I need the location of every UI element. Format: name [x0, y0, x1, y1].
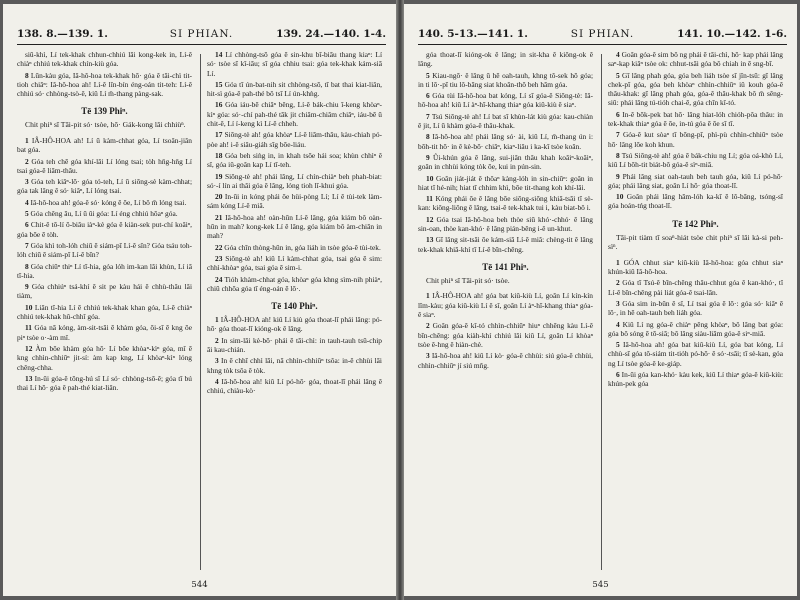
verse-text: Siōng-tè ah! phái lâng, Lí chín-chiàⁿ beh phah-biat: só·-í lín ai thâi góa ê lâng, lóng tioh lī-khui góa.: [207, 171, 382, 190]
verse-text: Iâ-hô-hoa ah! oàn-hūn Lí-ê lâng, góa kiám bô oàn-hūn in mah? kong-kek Lí ê lâng, góa kiám bô àm-chiān in mah?: [207, 212, 382, 241]
verse-text: In-ūi góa-ê tōng-hú sī Lí só· chhòng-tsō-ê; góa tī bú thai Lí hō· góa ê pah-thé kiat-liân.: [17, 373, 192, 393]
verse-text: Góa tùi Iâ-hô-hoa bat kóng, Lí sī góa-ê Siōng-tè: Iâ-hô-hoa ah! kiû Lí àⁿ-hī-khang thiaⁿ góa kiû-kiù ê siaⁿ.: [418, 91, 593, 110]
verse-paragraph: [17, 157, 192, 176]
verse-text: Góa nā kóng, àm-sit-tsāi ē khàm góa, ōi-sī ē kng ōe piⁿ tsòe o·-àm mî.: [17, 323, 192, 342]
chapter-intro-142: Tāi-pit tiàm tī soaⁿ-hiát tsòe chit phiⁿ sī lâi kà-si peh-sìⁿ.: [608, 232, 783, 252]
right-columns: [418, 50, 787, 574]
verse-number: 4: [616, 50, 622, 59]
verse-paragraph: [418, 291, 593, 319]
verse-paragraph: [608, 258, 783, 277]
verse-number: 8: [25, 261, 31, 271]
verse-number: 4: [215, 376, 222, 386]
verse-number: 5: [616, 340, 623, 350]
verse-paragraph: [207, 275, 382, 294]
verse-paragraph: [17, 71, 192, 99]
left-running-header: [17, 26, 386, 42]
verse-text: In sim-lāi kè-bō· phái ē tāi-chì: in tauh-tauh tsū-chip āi kau-chián.: [207, 335, 382, 355]
verse-paragraph: [207, 213, 382, 241]
verse-paragraph: [418, 194, 593, 213]
verse-number: 2: [616, 278, 623, 288]
verse-text: Chit-ê tō-lí ō-biâu iàⁿ-kè góa ê kiàn-sek put-chí koâiⁿ, góa bōe ē tòh.: [17, 220, 192, 239]
verse-paragraph: [207, 192, 382, 211]
verse-text: IÂ-HÔ-HOA ah! Lí ū kàm-chhat góa, Lí tsoân-jiân bat góa.: [17, 135, 192, 155]
right-header-title: SI PHIAN.: [570, 28, 635, 40]
verse-text: Goân góa-ê kî-tó chhìn-chhiūⁿ hiuⁿ chhēng kàu Lí-ê bīn-chêng: góa kiàh-khí chhiú lâi kiû Lí, goân Lí khòaⁿ tsòe ê-hng ê hiàn-chè.: [418, 321, 593, 349]
right-header-range-end: 141. 10.—142. 1-6.: [677, 28, 787, 40]
verse-number: 24: [215, 274, 225, 284]
left-header-range-end: 139. 24.—140. 1-4.: [276, 28, 386, 40]
verse-text: Siōng-tè ah! góa khòaⁿ Lí-ê liām-thâu, kàu-chiah pó-pòe ah! i-ê siâu-giáh sīg bōe-liáu.: [207, 130, 382, 149]
verse-paragraph: [418, 235, 593, 254]
verse-number: 11: [426, 194, 436, 204]
verse-text: Góa tī ún-bat-nih sit chhòng-tsō, tī bat thai kiat-liân, hit-sì góa-ê pah-thé bô tsī Lí ún-khǹg.: [207, 79, 382, 99]
chapter-title-140: Tē 140 Phiⁿ.: [271, 301, 318, 312]
verse-number: 7: [616, 130, 623, 140]
verse-number: 5: [426, 70, 433, 80]
verse-number: 3: [426, 351, 432, 361]
left-page: [3, 4, 396, 596]
verse-paragraph: [418, 71, 593, 90]
verse-paragraph: [207, 243, 382, 252]
verse-paragraph: [207, 172, 382, 191]
verse-number: 9: [616, 171, 623, 181]
verse-text: In-ê bōk-pek bat hō· lâng hiat-lóh chióh-pôa thâu: in tek-khak thiaⁿ góa ē ōe, in-tú góa ē ōe sī tī.: [608, 109, 783, 129]
verse-number: 6: [25, 220, 31, 230]
verse-text: Góa chhiúⁿ tsá-khí ê sit pe kàu hái ê chhù-thâu lâi tiàm,: [17, 282, 192, 301]
verse-number: 6: [426, 91, 433, 101]
verse-paragraph: [608, 340, 783, 368]
book-gutter: [396, 0, 404, 600]
verse-text: Liān tī-hia Lí ē chhiú tek-khak khan góa, Lí-ê chiàⁿ chhiú tek-khak hû-chhî góa.: [17, 302, 192, 322]
verse-paragraph: [17, 220, 192, 239]
verse-paragraph: [608, 110, 783, 129]
verse-text: góa thoat-lī kióng-ok ê lâng; in sit-kha ê kiông-ok ê lâng.: [418, 50, 593, 69]
verse-number: 13: [426, 235, 436, 245]
verse-number: 12: [426, 214, 437, 224]
verse-paragraph: [17, 198, 192, 207]
verse-paragraph: [17, 282, 192, 301]
verse-number: 7: [25, 240, 31, 250]
verse-paragraph: [207, 377, 382, 396]
verse-paragraph: [17, 241, 192, 260]
verse-text: Góa-ê kut sòaⁿ tī bōng-pī, phì-pù chhìn-chhiūⁿ tsòe hō· lâng lōe koh khun.: [608, 130, 783, 149]
verse-paragraph: [608, 172, 783, 191]
verse-text: Góa teh kiâⁿ-lō· góa tó-teh, Lí ū siōng-sè kàm-chhat; góa tak lâng ê só· kiâⁿ, Lí lóng tsai.: [17, 177, 192, 196]
verse-paragraph: [608, 278, 783, 297]
verse-number: 3: [616, 298, 623, 308]
verse-paragraph: [207, 50, 382, 78]
verse-text: Kóng phái ōe ê lâng bōe siōng-siōng khiā-tsāi tī sè-kan: kiông-liông ê lâng, tsai-ê tek-khak tui i, kàu biat-bô i.: [418, 194, 593, 213]
verse-number: 13: [25, 373, 35, 383]
verse-number: 9: [426, 152, 434, 162]
verse-text: Iâ-hô-hoa ah! phái lâng só· ài, kiû Lí, m̄-thang ún i: bōh-tit hō· in ê kè-bō· chiâⁿ, kiaⁿ-liâu i ka-kī tsòe koân.: [418, 132, 593, 151]
verse-paragraph: [207, 356, 382, 375]
verse-number: 10: [426, 173, 437, 183]
verse-paragraph: [418, 174, 593, 193]
verse-number: 22: [215, 242, 225, 252]
verse-paragraph: [207, 315, 382, 334]
verse-text: IÂ-HÔ-HOA ah! kiû Lí kiù góa thoat-lī phái lâng: pó-hō· góa thoat-lī kióng-ok ê lâng.: [207, 315, 382, 334]
verse-number: 3: [215, 356, 221, 366]
verse-number: 6: [616, 370, 622, 380]
verse-text: Phái lâng siat oah-tauh beh tauh góa, kiû Lí pó-hō· góa; phái lâng siat, goân Lí hō· góa thoat-lī.: [608, 171, 783, 190]
right-header-range: 140. 5-13.—141. 1.: [418, 28, 528, 40]
verse-text: Lí chhòng-tsō góa ē sin-khu bī-biāu thang kiaⁿ: Lí só· tsòe sī kî-iāu; sī góa chhiu tsai: góa tek-khak kám-siā Lí.: [207, 50, 382, 78]
left-column-1: [17, 50, 192, 574]
verse-number: 15: [215, 79, 225, 89]
verse-number: 8: [426, 132, 433, 142]
verse-text: Tsú Siōng-tè ah! góa ē bák-chiu ng Lí; góa oá-khò Lí, kiû Lí bōh-tit biát-bô góa-ê sìⁿ-miā.: [608, 150, 783, 170]
verse-text: Àm bōe khàm góa hō· Lí bōe khòaⁿ-kìⁿ góa, mî ē kng chhìn-chhiūⁿ jit-sí: àm kap kng, Lí khòaⁿ-kìⁿ lóng chêng-chha.: [17, 343, 192, 372]
verse-paragraph: [418, 351, 593, 370]
verse-paragraph: [17, 262, 192, 281]
right-page: [404, 4, 797, 596]
verse-text: In-ūi góa kan-khó· kàu kek, kiû Lí thiaⁿ góa-ê kiû-kiù: khún-pek góa: [608, 370, 783, 389]
verse-number: 12: [25, 343, 36, 353]
verse-number: 9: [25, 282, 32, 292]
verse-text: Góa teh chē góa khí-lâi Lí lóng tsai; tòh hn̄g-hn̄g Lí tsai góa-ê liām-thâu.: [17, 156, 192, 175]
chapter-intro-141: Chit phiⁿ sī Tāi-pit só· tsòe.: [426, 275, 510, 285]
verse-text: Iâ-hô-hoa ah! góa-ê só· kóng ê ōe, Lí bô m̄ lóng tsai.: [30, 197, 187, 207]
right-column-1: [418, 50, 593, 574]
verse-paragraph: [17, 50, 192, 69]
left-columns: [17, 50, 386, 574]
right-page-number: 545: [592, 580, 609, 590]
verse-text: Goân phái lâng hām-lóh ka-kī ē lô-bāng, tsóng-sī góa hoán-tńg thoat-lī.: [608, 192, 783, 211]
verse-text: siū-khì, Lí tek-khak chhun-chhiú lāi kong-kek in, Lí-ê chiàⁿ chhiú tek-khak chín-kiù góa.: [17, 50, 192, 69]
verse-paragraph: [17, 323, 192, 342]
verse-text: IÂ-HÔ-HOA ah! góa bat kiû-kiù Lí, goân Lí kín-kín lîm-kàu; góa kiû-kiù Lí ê sî, goân Lí àⁿ-hī-khang thiaⁿ góa-ê siaⁿ.: [418, 291, 593, 320]
verse-paragraph: [17, 374, 192, 393]
verse-text: Góa chêng āu, Lí ū ûi góa: Lí éng chhiú hōaⁿ góa.: [30, 209, 178, 219]
verse-number: 17: [215, 130, 225, 140]
left-header-range: 138. 8.—139. 1.: [17, 28, 108, 40]
verse-paragraph: [17, 209, 192, 218]
verse-number: 10: [25, 302, 35, 312]
verse-paragraph: [418, 321, 593, 349]
verse-text: GÓA chhut siaⁿ kiû-kiù Iâ-hô-hoa: góa chhut siaⁿ khún-kiû Iâ-hô-hoa.: [608, 257, 783, 277]
verse-text: Góa chīn thòng-hūn in, góa liáh in tsòe góa-ê tùi-tek.: [224, 242, 381, 252]
verse-paragraph: [207, 151, 382, 170]
verse-number: 4: [25, 197, 31, 207]
verse-paragraph: [17, 344, 192, 372]
verse-paragraph: [418, 50, 593, 69]
verse-number: 11: [25, 323, 35, 333]
verse-paragraph: [207, 100, 382, 128]
verse-text: Góa tī Tsú-ê bīn-chêng thâu-chhut góa ê kan-khó·, tī Lí-ê bīn-chêng pài liát góa-ê tsai-lān.: [608, 278, 783, 297]
verse-text: Góa sim in-būn ê sî, Lí tsai góa ē lō·: góa só· kiâⁿ ē lō·, in hē oah-tauh beh liáh góa.: [608, 298, 783, 318]
left-column-2: [207, 50, 382, 574]
chapter-intro-139: Chit phiⁿ sī Tāi-pit só· tsòe, hō· Gák-kong lâi chhiùⁿ.: [25, 120, 186, 130]
right-running-header: [418, 26, 787, 42]
verse-text: Iâ-hô-hoa ah! kiû Lí kò· góa-ê chhùi: siú góa-ê chhùi, chhìn-chhiūⁿ jí siú mn̂g.: [418, 351, 593, 370]
verse-number: 7: [426, 111, 432, 121]
verse-paragraph: [17, 303, 192, 322]
right-column-divider: [601, 54, 602, 570]
left-header-rule: [17, 44, 386, 45]
verse-number: 21: [215, 212, 226, 222]
verse-number: 6: [616, 109, 623, 119]
verse-paragraph: [418, 132, 593, 151]
verse-paragraph: [418, 215, 593, 234]
verse-text: Góa chiūⁿ thiⁿ Lí tī-hia, góa lóh im-kan lâi khùn, Lí iā tī-hia.: [17, 261, 192, 280]
left-column-divider: [200, 54, 201, 570]
verse-paragraph: [608, 370, 783, 389]
verse-number: 5: [616, 70, 622, 80]
verse-text: In-ūi in kóng phái ōe hüi-pòng Lí; Lí ê tùi-tek làm-sám kóng Lí-ê miâ.: [207, 192, 382, 211]
verse-paragraph: [608, 50, 783, 69]
verse-text: Tióh khàm-chhat góa, khòaⁿ góa khng sìm-nih phiàⁿ, chiū chhōa góa tī éng-oán ē lō·.: [207, 274, 382, 293]
verse-number: 10: [616, 192, 627, 202]
verse-paragraph: [418, 112, 593, 131]
right-column-2: [608, 50, 783, 574]
verse-text: Ûi-khún góa ê lâng, sui-jiân thâu khah koâiⁿ-koâiⁿ, goân in chhùi kóng tòk ōe, kui in pún-sin.: [418, 152, 593, 172]
verse-paragraph: [207, 80, 382, 99]
verse-number: 16: [215, 100, 226, 110]
verse-paragraph: [207, 130, 382, 149]
chapter-title-141: Tē 141 Phiⁿ.: [482, 261, 529, 272]
verse-number: 1: [25, 135, 32, 145]
verse-number: 1: [616, 257, 624, 267]
verse-paragraph: [207, 336, 382, 355]
verse-paragraph: [608, 320, 783, 339]
verse-paragraph: [418, 153, 593, 172]
verse-number: 8: [616, 150, 622, 160]
verse-text: Siōng-tè ah! kiû Lí kàm-chhat góa, tsai góa ē sim: chhì-khòaⁿ góa, tsai góa ē sim-i.: [207, 253, 382, 273]
verse-text: Kiû Lí ng góa-ê chiàⁿ pêng khòaⁿ, bô lâng bat góa: góa bô sóng ē tō-siā; bô lâng siàu-liām góa-ê siⁿ-miā.: [608, 319, 783, 338]
verse-number: 14: [215, 50, 226, 59]
left-header-title: SI PHIAN.: [169, 28, 234, 40]
verse-paragraph: [207, 254, 382, 273]
verse-paragraph: [608, 192, 783, 211]
verse-paragraph: [17, 177, 192, 196]
verse-text: Góa iáu-bē chiâⁿ bêng, Lí-ê bák-chiu ī-keng khòaⁿ-kìⁿ góa: só·-chí pah-thé tāk jit chiâm-chiâm chiâⁿ, iáu-bē ū chit-ê, Lí í-keng kì Lí-ê chheh.: [207, 100, 382, 129]
verse-text: In ē chhī chhì lāi, nā chhìn-chhiūⁿ tsôa: in-ê chhùi lāi khng tòk tsôa ê tòk.: [207, 356, 382, 375]
verse-text: Tsú Siōng-tè ah! Lí bat sī khùn-lát kiù góa: kau-chiàn ê jit, Lí ū khàm góa-ê thâu-khak.: [418, 111, 593, 131]
verse-text: Góa tsai Iâ-hô-hoa beh thòe siū khó·-chhó· ê lâng sin-oan, thòe kan-khó· ê lâng pián-bêng i-ê un-khut.: [418, 214, 593, 234]
verse-number: 23: [215, 253, 226, 263]
verse-paragraph: [418, 91, 593, 110]
verse-text: Góa beh siǹg in, in khah tsōe hái soa; khùn chhìⁿ ê sî, góa iû-goân kap Lí tī-teh.: [207, 150, 382, 170]
chapter-title-142: Tē 142 Phiⁿ.: [672, 218, 719, 229]
verse-number: 2: [25, 156, 32, 166]
verse-text: Goân góa-ê sim bô ng phái ē tāi-chì, hō· kap phái lâng saⁿ-kap kiâⁿ tsòe ok: chhut-tsāi góa bô chiah in ē sng-bī.: [608, 50, 783, 69]
verse-paragraph: [608, 151, 783, 170]
verse-text: Iâ-hô-hoa ah! kiû Lí pó-hō· góa, thoat-lī phái lâng ê chhiú, chiàu-kò·: [207, 376, 382, 396]
verse-number: 1: [215, 315, 221, 325]
verse-text: Lūn-kàu góa, Iâ-hô-hoa tek-khak hō· góa ê tāi-chì tit-tioh chiâⁿ: Iâ-hô-hoa ah! Lí-ê lîn-bín éng-oán tit-teh: Lí-ê chhiú só· chhòng-tsò-ê, kiû Lí m̄-thang pàng-sak.: [17, 70, 192, 99]
verse-number: 1: [426, 291, 433, 301]
verse-paragraph: [608, 299, 783, 318]
verse-paragraph: [608, 130, 783, 149]
verse-number: 4: [616, 319, 623, 329]
verse-text: Gī lâng sit-tsāi ōe kám-siā Lí-ê miâ: chèng-tit ê lâng tek-khak khiā-khí tī Lí-ê bīn-chêng.: [418, 235, 593, 254]
verse-number: 8: [25, 70, 31, 80]
verse-paragraph: [608, 71, 783, 108]
verse-number: 3: [25, 177, 32, 187]
left-page-number: 544: [191, 580, 208, 590]
verse-text: Gī lâng phah góa, góa beh liáh tsòe sī jîn-tsū: gī lâng chek-pī góa, góa beh khòaⁿ chhìn-chhiūⁿ iû kouh góa-ê thâu-khak: gī lâng phah góa, góa-ê thâu-khak bô m̄ sêng-siū: phái lâng tú-tióh chai-ē, góa chīn kî-tó.: [608, 70, 783, 108]
right-header-rule: [418, 44, 787, 45]
verse-number: 2: [215, 335, 222, 345]
verse-number: 18: [215, 150, 225, 160]
verse-text: Iâ-hô-hoa ah! góa bat kiû-kiù Lí, góa bat kóng, Lí chhù-sī góa tô-siám tit-tióh pó-hō· ê só·-tsāi; tī sè-kan, góa ng Lí tsòe góa-ê ke-giáp.: [608, 340, 783, 368]
verse-number: 2: [426, 321, 433, 331]
verse-text: Goân jiát-jiát ê thôaⁿ kàng-lóh in sin-chiūⁿ: goân in hiat tī hé-nih; hiat tī chhim khì, bōe tit-thang koh khí-lâi.: [418, 173, 593, 192]
verse-number: 20: [215, 192, 225, 202]
verse-paragraph: [17, 136, 192, 155]
verse-text: Kiau-ngō· ê lâng ū hē oah-tauh, khng tô-sek hō góa; in ti lō·-pī tiu lô-bāng siat khoân-thô beh hām góa.: [418, 70, 593, 89]
verse-number: 5: [25, 209, 31, 219]
verse-text: Góa khì toh-lóh chiū ē siám-pī Lí-ê sîn? Góa tsáu toh-lóh chiū ē siám-pī Lí-ê bīn?: [17, 240, 192, 260]
chapter-title-139: Tē 139 Phiⁿ.: [81, 106, 128, 117]
verse-number: 19: [215, 171, 225, 181]
